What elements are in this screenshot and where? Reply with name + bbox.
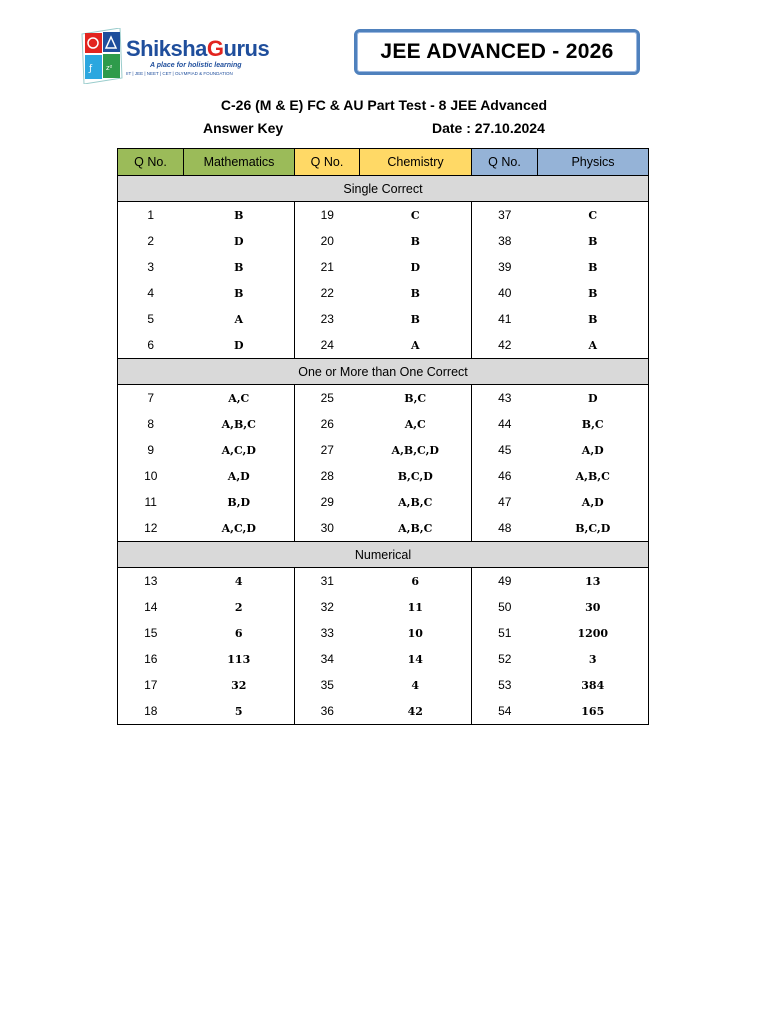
answer-math: B [184, 280, 295, 306]
table-row [118, 202, 649, 229]
date-label: Date : 27.10.2024 [432, 120, 545, 136]
qno-phys: 43 [498, 391, 512, 405]
document-title: C-26 (M & E) FC & AU Part Test - 8 JEE Advanced [220, 97, 548, 113]
answer-phys: A,D [538, 489, 649, 515]
table-row [118, 411, 649, 437]
table-row [118, 672, 649, 698]
qno-math: 9 [118, 437, 184, 463]
qno-math: 7 [118, 385, 184, 412]
qno-math: 6 [118, 332, 184, 359]
answer-chem: A,B,C [360, 489, 472, 515]
answer-math: A,C,D [184, 437, 295, 463]
answer-phys: A,B,C [538, 463, 649, 489]
logo-wordmark: ShikshaGurus [126, 36, 270, 61]
answer-math: B [184, 202, 295, 229]
answer-chem: B [360, 228, 472, 254]
answer-chem: 11 [360, 594, 472, 620]
answer-chem: A,C [360, 411, 472, 437]
header-mathematics: Mathematics [184, 149, 295, 176]
answer-chem: B [360, 280, 472, 306]
qno-math: 16 [118, 646, 184, 672]
answer-phys: D [538, 385, 649, 412]
logo-emblem-icon [80, 28, 124, 84]
qno-chem: 31 [320, 574, 334, 588]
qno-phys: 47 [498, 495, 512, 509]
qno-math: 18 [118, 698, 184, 725]
table-row [118, 515, 649, 542]
section-title: Single Correct [118, 176, 649, 202]
answer-math: A [184, 306, 295, 332]
answer-phys: 13 [538, 568, 649, 595]
qno-phys: 41 [498, 312, 512, 326]
qno-chem: 23 [320, 312, 334, 326]
answer-phys: 30 [538, 594, 649, 620]
svg-text:ƒ: ƒ [89, 64, 93, 74]
header-physics: Physics [538, 149, 649, 176]
qno-phys: 48 [472, 515, 538, 542]
table-row [118, 463, 649, 489]
answer-key-label: Answer Key [203, 120, 284, 136]
qno-chem: 20 [320, 234, 334, 248]
answer-math: 4 [184, 568, 295, 595]
qno-chem: 34 [320, 652, 334, 666]
answer-chem: D [360, 254, 472, 280]
table-row [118, 646, 649, 672]
answer-chem: A,B,C,D [360, 437, 472, 463]
qno-math: 12 [118, 515, 184, 542]
answer-phys: A,D [538, 437, 649, 463]
qno-chem: 27 [320, 443, 334, 457]
answer-math: B [184, 254, 295, 280]
answer-math: A,D [184, 463, 295, 489]
answer-math: D [184, 228, 295, 254]
answer-phys: A [538, 332, 649, 359]
section-header-row [118, 542, 649, 568]
qno-chem: 22 [320, 286, 334, 300]
qno-chem: 24 [295, 332, 360, 359]
qno-chem: 35 [320, 678, 334, 692]
header-qno-phys: Q No. [472, 149, 538, 176]
answer-phys: B,C [538, 411, 649, 437]
answer-chem: A [360, 332, 472, 359]
qno-chem: 29 [320, 495, 334, 509]
qno-chem: 28 [320, 469, 334, 483]
answer-chem: B,C [360, 385, 472, 412]
qno-chem: 21 [320, 260, 334, 274]
qno-chem: 19 [320, 208, 334, 222]
answer-phys: B,C,D [538, 515, 649, 542]
qno-phys: 42 [472, 332, 538, 359]
section-title: One or More than One Correct [118, 359, 649, 385]
qno-math: 1 [118, 202, 184, 229]
answer-math: D [184, 332, 295, 359]
table-row [118, 568, 649, 595]
table-row [118, 437, 649, 463]
answer-phys: B [538, 254, 649, 280]
qno-chem: 32 [320, 600, 334, 614]
qno-phys: 50 [498, 600, 512, 614]
qno-math: 8 [118, 411, 184, 437]
qno-phys: 53 [498, 678, 512, 692]
header-chemistry: Chemistry [360, 149, 472, 176]
table-row [118, 306, 649, 332]
table-row [118, 254, 649, 280]
qno-math: 13 [118, 568, 184, 595]
qno-phys: 46 [498, 469, 512, 483]
shikshagurus-logo [80, 26, 270, 86]
answer-math: A,C [184, 385, 295, 412]
qno-chem: 36 [295, 698, 360, 725]
answer-phys: B [538, 228, 649, 254]
exam-badge: JEE ADVANCED - 2026 [354, 29, 640, 75]
qno-math: 11 [118, 489, 184, 515]
qno-phys: 54 [472, 698, 538, 725]
answer-chem: C [360, 202, 472, 229]
qno-phys: 39 [498, 260, 512, 274]
table-row [118, 489, 649, 515]
answer-chem: A,B,C [360, 515, 472, 542]
qno-math: 2 [118, 228, 184, 254]
qno-chem: 25 [320, 391, 334, 405]
qno-phys: 45 [498, 443, 512, 457]
answer-math: 113 [184, 646, 295, 672]
table-row [118, 228, 649, 254]
qno-chem: 26 [320, 417, 334, 431]
qno-math: 14 [118, 594, 184, 620]
table-row [118, 620, 649, 646]
answer-phys: B [538, 280, 649, 306]
qno-phys: 52 [498, 652, 512, 666]
qno-chem: 30 [295, 515, 360, 542]
answer-chem: 6 [360, 568, 472, 595]
qno-math: 3 [118, 254, 184, 280]
answer-phys: 1200 [538, 620, 649, 646]
svg-text:z²: z² [106, 64, 113, 72]
table-row [118, 280, 649, 306]
answer-math: A,B,C [184, 411, 295, 437]
qno-phys: 49 [498, 574, 512, 588]
logo-subline: IIT | JEE | NEET | CET | OLYMPIAD & FOUNDATION [126, 71, 233, 76]
answer-chem: 14 [360, 646, 472, 672]
qno-math: 10 [118, 463, 184, 489]
qno-math: 15 [118, 620, 184, 646]
answer-math: 2 [184, 594, 295, 620]
answer-math: A,C,D [184, 515, 295, 542]
qno-phys: 44 [498, 417, 512, 431]
table-body [118, 176, 649, 725]
answer-phys: B [538, 306, 649, 332]
answer-chem: B [360, 306, 472, 332]
answer-chem: 42 [360, 698, 472, 725]
qno-chem: 33 [320, 626, 334, 640]
qno-phys: 51 [498, 626, 512, 640]
answer-phys: 384 [538, 672, 649, 698]
section-header-row [118, 359, 649, 385]
table-row [118, 332, 649, 359]
logo-tagline: A place for holistic learning [150, 62, 242, 69]
answer-math: 32 [184, 672, 295, 698]
answer-chem: 10 [360, 620, 472, 646]
qno-phys: 37 [498, 208, 512, 222]
answer-phys: 3 [538, 646, 649, 672]
answer-key-table [117, 148, 649, 725]
answer-chem: B,C,D [360, 463, 472, 489]
table-row [118, 594, 649, 620]
answer-math: 5 [184, 698, 295, 725]
qno-math: 17 [118, 672, 184, 698]
qno-phys: 40 [498, 286, 512, 300]
qno-phys: 38 [498, 234, 512, 248]
table-row [118, 698, 649, 725]
qno-math: 5 [118, 306, 184, 332]
table-header-row [118, 149, 649, 176]
answer-chem: 4 [360, 672, 472, 698]
section-title: Numerical [118, 542, 649, 568]
section-header-row [118, 176, 649, 202]
header-qno-math: Q No. [118, 149, 184, 176]
answer-phys: 165 [538, 698, 649, 725]
header-qno-chem: Q No. [295, 149, 360, 176]
table-row [118, 385, 649, 412]
answer-phys: C [538, 202, 649, 229]
answer-math: B,D [184, 489, 295, 515]
answer-math: 6 [184, 620, 295, 646]
qno-math: 4 [118, 280, 184, 306]
